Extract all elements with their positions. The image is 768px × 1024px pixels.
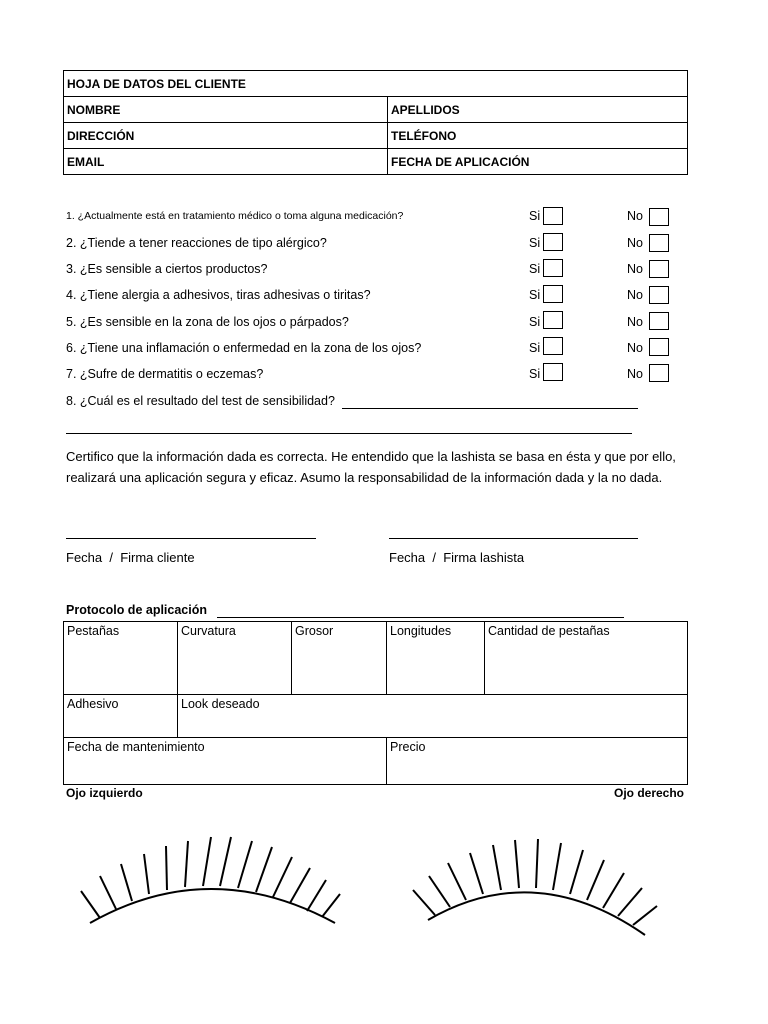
yes-label: Si <box>529 315 541 329</box>
cell-label: Grosor <box>295 624 334 638</box>
lash <box>429 876 450 907</box>
cell-label: Look deseado <box>181 697 260 711</box>
yes-label: Si <box>529 236 541 250</box>
cell-pestanas[interactable] <box>63 621 178 695</box>
question-4: 4. ¿Tiene alergia a adhesivos, tiras adhesivas o tiritas? <box>66 288 371 302</box>
lashista-signature-label: Fecha / Firma lashista <box>389 550 525 565</box>
cell-label: Curvatura <box>181 624 236 638</box>
cell-label: Precio <box>390 740 426 754</box>
certification-text: Certifico que la información dada es correcta. He entendido que la lashista se basa en ésta y que por ello, realizará una aplicación segura y eficaz. Asumo la responsabilidad de la información dada y la no dada. <box>66 449 676 485</box>
cell-label: Adhesivo <box>67 697 119 711</box>
yes-checkbox-2[interactable] <box>543 233 563 251</box>
field-apellidos[interactable]: APELLIDOS <box>388 97 688 123</box>
lash <box>81 891 100 918</box>
yes-label: Si <box>529 341 541 355</box>
cell-curvatura[interactable] <box>177 621 292 695</box>
field-email[interactable]: EMAIL <box>64 149 388 175</box>
cell-label: Cantidad de pestañas <box>488 624 610 638</box>
no-checkbox-6[interactable] <box>649 338 669 356</box>
yes-checkbox-5[interactable] <box>543 311 563 329</box>
yes-label: Si <box>529 209 541 223</box>
no-label: No <box>627 315 643 329</box>
client-signature-line[interactable] <box>66 538 316 539</box>
right-eyelid <box>428 892 645 935</box>
lash <box>470 853 483 894</box>
cell-mantenimiento[interactable] <box>63 737 387 785</box>
lash <box>413 890 435 915</box>
cell-label: Longitudes <box>390 624 452 638</box>
lash <box>603 873 624 908</box>
question-3: 3. ¿Es sensible a ciertos productos? <box>66 262 268 276</box>
lash <box>618 888 642 916</box>
protocol-title-line[interactable] <box>217 617 624 618</box>
no-checkbox-1[interactable] <box>649 208 669 226</box>
lash <box>570 850 583 894</box>
lash <box>633 906 657 925</box>
yes-label: Si <box>529 288 541 302</box>
question-7: 7. ¿Sufre de dermatitis o eczemas? <box>66 367 264 381</box>
question-6: 6. ¿Tiene una inflamación o enfermedad en la zona de los ojos? <box>66 341 422 355</box>
field-telefono[interactable]: TELÉFONO <box>388 123 688 149</box>
left-eye-diagram <box>60 820 360 950</box>
field-fecha-aplicacion[interactable]: FECHA DE APLICACIÓN <box>388 149 688 175</box>
yes-checkbox-7[interactable] <box>543 363 563 381</box>
lash <box>203 837 211 886</box>
sensitivity-answer-line-2[interactable] <box>66 433 632 434</box>
no-label: No <box>627 288 643 302</box>
lash <box>307 880 326 911</box>
lash <box>322 894 340 917</box>
lash <box>121 864 132 901</box>
no-label: No <box>627 209 643 223</box>
lash <box>587 860 604 900</box>
cell-cantidad[interactable] <box>484 621 688 695</box>
yes-checkbox-6[interactable] <box>543 337 563 355</box>
lash <box>144 854 149 894</box>
no-checkbox-4[interactable] <box>649 286 669 304</box>
right-eye-diagram <box>395 820 685 950</box>
client-table-title: HOJA DE DATOS DEL CLIENTE <box>64 71 688 97</box>
lash <box>553 843 561 890</box>
right-eye-label: Ojo derecho <box>614 786 685 800</box>
no-label: No <box>627 236 643 250</box>
left-eye-lashes <box>81 837 340 923</box>
no-checkbox-7[interactable] <box>649 364 669 382</box>
yes-label: Si <box>529 262 541 276</box>
cell-grosor[interactable] <box>291 621 387 695</box>
cell-longitudes[interactable] <box>386 621 485 695</box>
question-8: 8. ¿Cuál es el resultado del test de sensibilidad? <box>66 394 335 408</box>
right-eye-lashes <box>413 839 657 935</box>
no-label: No <box>627 341 643 355</box>
protocol-table <box>63 621 688 784</box>
lash <box>448 863 466 900</box>
no-label: No <box>627 367 643 381</box>
question-5: 5. ¿Es sensible en la zona de los ojos o párpados? <box>66 315 349 329</box>
field-direccion[interactable]: DIRECCIÓN <box>64 123 388 149</box>
lash <box>273 857 292 897</box>
cell-precio[interactable] <box>386 737 688 785</box>
yes-label: Si <box>529 367 541 381</box>
no-checkbox-3[interactable] <box>649 260 669 278</box>
question-1: 1. ¿Actualmente está en tratamiento médico o toma alguna medicación? <box>66 210 404 222</box>
no-checkbox-5[interactable] <box>649 312 669 330</box>
question-2: 2. ¿Tiende a tener reacciones de tipo alérgico? <box>66 236 327 250</box>
cell-label: Fecha de mantenimiento <box>67 740 205 754</box>
cell-look[interactable] <box>177 694 688 738</box>
lash <box>290 868 310 903</box>
lash <box>493 845 501 890</box>
lash <box>185 841 188 887</box>
cell-adhesivo[interactable] <box>63 694 178 738</box>
lash <box>515 840 519 888</box>
lash <box>100 876 116 909</box>
client-data-table <box>63 70 688 175</box>
lashista-signature-line[interactable] <box>389 538 638 539</box>
left-eyelid <box>90 889 335 923</box>
no-label: No <box>627 262 643 276</box>
yes-checkbox-4[interactable] <box>543 285 563 303</box>
protocol-title: Protocolo de aplicación <box>66 603 207 617</box>
sensitivity-answer-line[interactable] <box>342 408 638 409</box>
lash <box>536 839 538 888</box>
yes-checkbox-1[interactable] <box>543 207 563 225</box>
lash <box>238 841 252 888</box>
lash <box>166 846 167 890</box>
yes-checkbox-3[interactable] <box>543 259 563 277</box>
lash <box>256 847 272 892</box>
no-checkbox-2[interactable] <box>649 234 669 252</box>
lash <box>220 837 231 886</box>
field-nombre[interactable]: NOMBRE <box>64 97 388 123</box>
cell-label: Pestañas <box>67 624 120 638</box>
client-signature-label: Fecha / Firma cliente <box>66 550 195 565</box>
left-eye-label: Ojo izquierdo <box>66 786 143 800</box>
